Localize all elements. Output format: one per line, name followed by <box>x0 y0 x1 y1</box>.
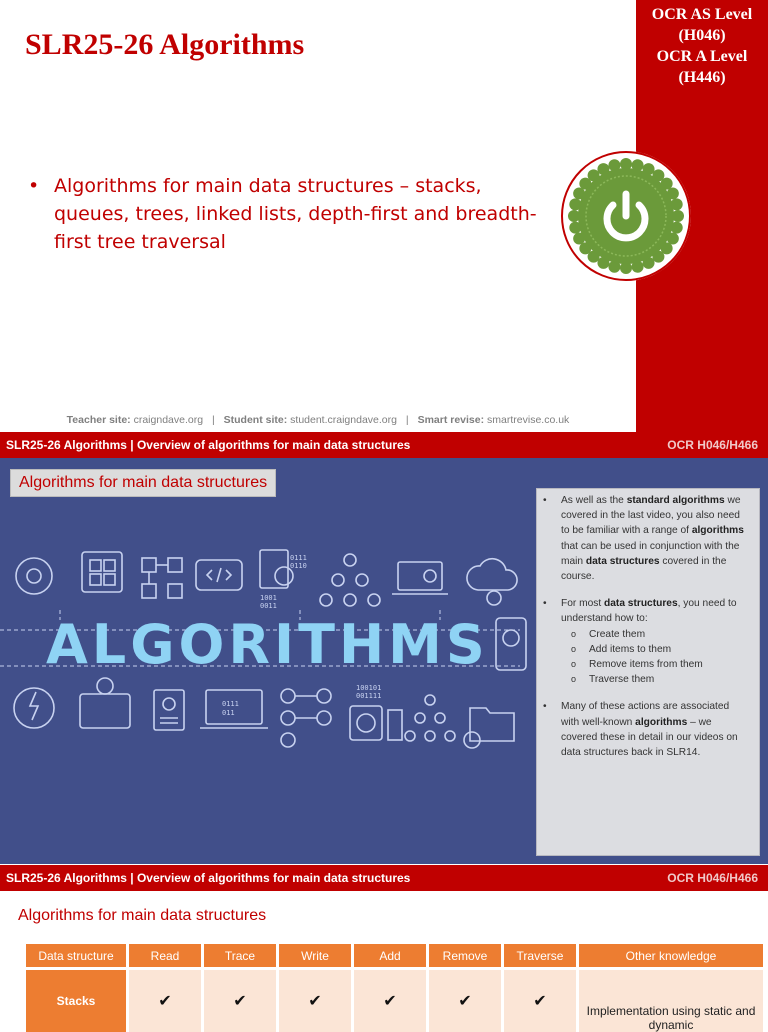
check-icon: ✔ <box>429 970 501 1032</box>
footer-label: Smart revise: <box>417 414 485 426</box>
smart-revise-link[interactable]: smartrevise.co.uk <box>487 414 570 426</box>
topic-bullets <box>28 172 548 256</box>
header-spec: OCR H046/H466 <box>667 438 758 452</box>
slide-1 <box>0 0 768 432</box>
binary-text: 0110 <box>290 562 307 570</box>
chip-icon <box>82 552 122 592</box>
binary-text: 0011 <box>260 602 277 610</box>
info-panel <box>536 488 760 856</box>
binary-text: 0111 <box>222 700 239 708</box>
algorithms-illustration <box>0 518 534 768</box>
blocks-icon <box>142 558 182 598</box>
dashboard-icon <box>80 678 130 728</box>
column-header: Trace <box>204 944 276 970</box>
panel-bullet: • For most data structures, you need to understand how to: o Create them o Add items to them o Remove items from them o Traverse them <box>543 596 749 687</box>
footer-separator: | <box>211 414 215 426</box>
laptop-settings-icon <box>392 562 448 594</box>
check-icon: ✔ <box>129 970 201 1032</box>
column-header: Traverse <box>504 944 576 970</box>
row-header: Stacks <box>26 970 126 1032</box>
flowchart-icon <box>281 689 331 747</box>
column-header: Remove <box>429 944 501 970</box>
table-header-row <box>26 944 763 970</box>
other-knowledge-cell: Implementation using static and dynamic <box>579 970 763 1032</box>
touch-phone-icon <box>496 618 526 670</box>
tree-network-icon <box>320 554 380 606</box>
teacher-site-link[interactable]: craigndave.org <box>133 414 204 426</box>
binary-text: 0111 <box>290 554 307 562</box>
panel-subitem: o Remove items from them <box>561 657 749 672</box>
slide-header-bar <box>0 432 768 458</box>
report-icon <box>154 690 184 730</box>
binary-text: 011 <box>222 709 235 717</box>
level-line: (H046) <box>678 27 726 44</box>
slide-title: SLR25-26 Algorithms <box>25 28 305 61</box>
panel-subitem: o Create them <box>561 627 749 642</box>
site-footer <box>0 414 636 426</box>
slide-3 <box>0 891 768 1032</box>
check-icon: ✔ <box>504 970 576 1032</box>
level-line: OCR AS Level <box>651 6 753 23</box>
panel-subitem: o Traverse them <box>561 672 749 687</box>
topic-bullet: • Algorithms for main data structures – stacks, queues, trees, linked lists, depth-first and breadth-first tree traversal <box>28 172 548 256</box>
data-structures-table <box>23 944 766 1032</box>
footer-separator: | <box>405 414 409 426</box>
panel-sublist <box>561 627 749 688</box>
settings-doc-icon <box>260 550 293 588</box>
panel-subitem: o Add items to them <box>561 642 749 657</box>
panel-bullet: • Many of these actions are associated with well-known algorithms – we covered these in detail in our videos on data structures back in SLR14. <box>543 699 749 760</box>
header-spec: OCR H046/H466 <box>667 871 758 885</box>
gear-icon <box>16 558 52 594</box>
header-title: SLR25-26 Algorithms | Overview of algorithms for main data structures <box>6 871 411 885</box>
section-label: Algorithms for main data structures <box>18 907 267 924</box>
column-header: Add <box>354 944 426 970</box>
binary-text: 001111 <box>356 692 382 700</box>
section-label: Algorithms for main data structures <box>10 469 276 497</box>
footer-label: Teacher site: <box>66 414 131 426</box>
brain-icon <box>14 688 54 728</box>
check-icon: ✔ <box>354 970 426 1032</box>
qualification-levels <box>636 4 768 88</box>
folder-settings-icon <box>464 708 514 748</box>
slide-2 <box>0 458 768 864</box>
algorithms-word: ALGORITHMS <box>46 613 489 676</box>
level-line: (H446) <box>678 69 726 86</box>
code-chat-icon <box>196 560 242 590</box>
binary-text: 1001 <box>260 594 277 602</box>
slide-header-bar <box>0 865 768 891</box>
pyramid-network-icon <box>405 695 455 741</box>
check-icon: ✔ <box>204 970 276 1032</box>
binary-text: 100101 <box>356 684 382 692</box>
column-header: Write <box>279 944 351 970</box>
column-header: Other knowledge <box>579 944 763 970</box>
panel-bullet: • As well as the standard algorithms we covered in the last video, you also need to be familiar with a range of algorithms that can be used in conjunction with the main data structures covered in the course. <box>543 493 749 584</box>
student-site-link[interactable]: student.craigndave.org <box>290 414 397 426</box>
table-row <box>26 970 763 1032</box>
header-title: SLR25-26 Algorithms | Overview of algorithms for main data structures <box>6 438 411 452</box>
column-header: Read <box>129 944 201 970</box>
footer-label: Student site: <box>223 414 288 426</box>
level-line: OCR A Level <box>656 48 748 65</box>
power-icon <box>560 150 692 282</box>
cloud-settings-icon <box>467 559 517 605</box>
column-header: Data structure <box>26 944 126 970</box>
check-icon: ✔ <box>279 970 351 1032</box>
database-icon <box>350 706 402 740</box>
